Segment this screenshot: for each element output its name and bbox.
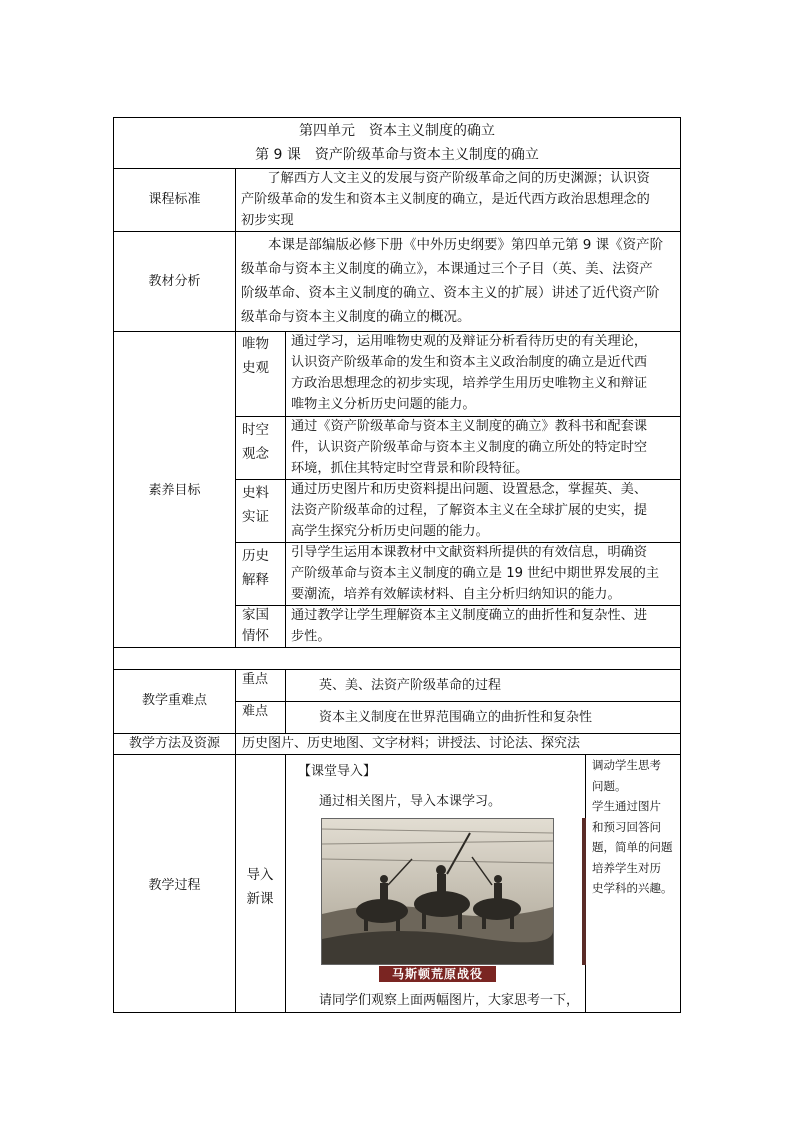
col-divider: [285, 331, 286, 647]
curriculum-label: 课程标准: [148, 192, 201, 207]
photo-side-bar: [582, 818, 586, 965]
goal-text: 通过《资产阶级革命与资本主义制度的确立》教科书和配套课 件，认识资产阶级革命与资本主义制度的确立所处的特定时空 环境，抓住其特定时空背景和阶段特征。: [291, 419, 648, 476]
hard-text: 资本主义制度在世界范围确立的曲折性和复杂性: [319, 710, 593, 725]
lesson-title: 第 9 课 资产阶级革命与资本主义制度的确立: [255, 147, 539, 163]
teacher-note: 调动学生思考 问题。 学生通过图片 和预习回答问 题，简单的问题 培养学生对历 史学科的兴趣。: [592, 758, 673, 895]
row-divider: [114, 231, 680, 232]
stage-name: 导入 新课: [246, 867, 274, 907]
row-divider: [114, 669, 680, 670]
curriculum-text: 了解西方人文主义的发展与资产阶级革命之间的历史渊源；认识资 产阶级革命的发生和资本主义制度的确立，是近代西方政治思想理念的 初步实现: [241, 171, 650, 228]
goal-name: 唯物 史观: [242, 336, 269, 376]
col-divider: [235, 669, 236, 1012]
col-divider: [285, 754, 286, 1012]
lesson-plan-table: [113, 117, 681, 1013]
goal-text: 引导学生运用本课教材中文献资料所提供的有效信息，明确资 产阶级革命与资本主义制度的确立是 19 世纪中期世界发展的主 要潮流，培养有效解读材料、自主分析归纳知识的能力。: [291, 545, 660, 602]
observe-text: 请同学们观察上面两幅图片，大家思考一下，: [319, 993, 580, 1008]
unit-title: 第四单元 资本主义制度的确立: [299, 123, 495, 139]
row-divider: [235, 701, 680, 702]
col-divider: [285, 669, 286, 733]
methods-text: 历史图片、历史地图、文字材料；讲授法、讨论法、探究法: [242, 736, 581, 751]
process-label: 教学过程: [148, 878, 201, 893]
goal-name: 历史 解释: [242, 548, 269, 588]
col-divider: [235, 168, 236, 647]
goal-name: 时空 观念: [242, 422, 269, 462]
key-points-label: 教学重难点: [141, 693, 207, 708]
methods-label: 教学方法及资源: [128, 736, 220, 751]
hard-label: 难点: [242, 704, 269, 719]
goal-name: 史料 实证: [242, 485, 269, 525]
key-text: 英、美、法资产阶级革命的过程: [319, 678, 502, 693]
literacy-label: 素养目标: [148, 483, 201, 498]
row-divider: [114, 647, 680, 648]
photo-caption: 马斯顿荒原战役: [379, 966, 496, 982]
goal-text: 通过教学让学生理解资本主义制度确立的曲折性和复杂性、进 步性。: [291, 608, 648, 644]
section-heading: 【课堂导入】: [298, 764, 377, 779]
intro-text: 通过相关图片，导入本课学习。: [319, 794, 502, 809]
textbook-text: 本课是部编版必修下册《中外历史纲要》第四单元第 9 课《资产阶 级革命与资本主义制度的确立》，本课通过三个子目（英、美、法资产 阶级革命、资本主义制度的确立、资本主义的扩展）讲述了近代资产阶 级革命与资本主义制度的确立的概况。: [241, 237, 664, 325]
goal-text: 通过学习，运用唯物史观的及辩证分析看待历史的有关理论， 认识资产阶级革命的发生和资本主义政治制度的确立是近代西 方政治思想理念的初步实现，培养学生用历史唯物主义和辩证 唯物主义分析历史问题的能力。: [291, 334, 648, 412]
goal-name: 家国 情怀: [242, 607, 269, 644]
textbook-label: 教材分析: [148, 274, 201, 289]
goal-text: 通过历史图片和历史资料提出问题、设置悬念，掌握英、美、 法资产阶级革命的过程，了解资本主义在全球扩展的史实，提 高学生探究分析历史问题的能力。: [291, 482, 648, 539]
key-label: 重点: [242, 672, 269, 687]
battle-engraving-image: [321, 818, 554, 965]
